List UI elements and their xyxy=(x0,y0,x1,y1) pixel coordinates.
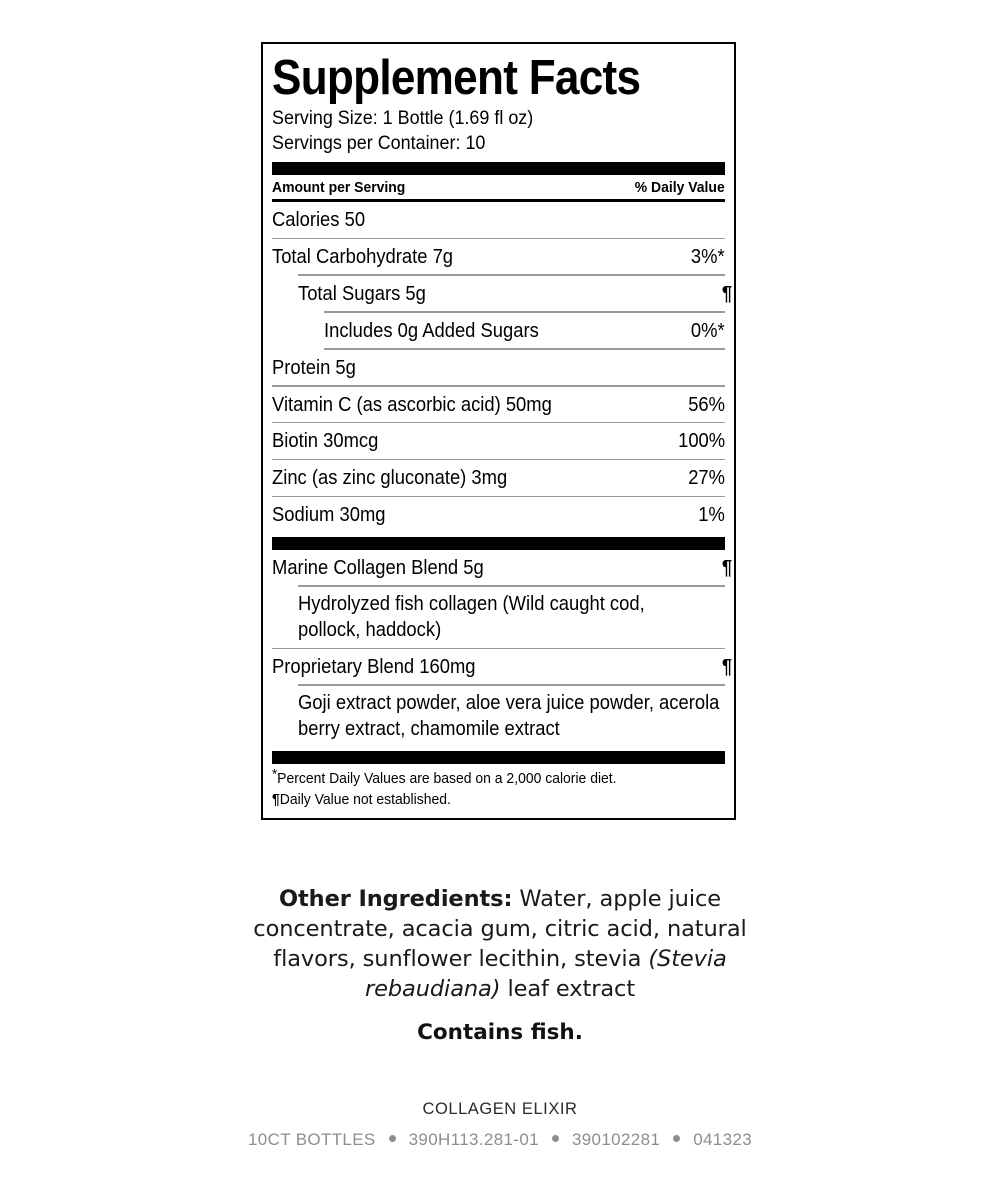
daily-value-label: % Daily Value xyxy=(635,179,725,197)
blend-ingredients xyxy=(272,587,725,648)
servings-per-container-text: Servings per Container: 10 xyxy=(272,131,486,154)
serving-size-text: Serving Size: 1 Bottle (1.69 fl oz) xyxy=(272,107,534,130)
footnotes xyxy=(272,764,725,811)
blend-row xyxy=(272,550,732,649)
thick-divider-top xyxy=(272,162,725,175)
product-code: 10CT BOTTLES xyxy=(247,1130,376,1149)
nutrient-row xyxy=(272,497,725,532)
nutrient-row xyxy=(272,387,725,424)
blend-ingredients-line: pollock, haddock) xyxy=(298,618,442,641)
allergen-statement: Contains fish. xyxy=(417,1020,583,1045)
product-codes xyxy=(150,1130,850,1150)
nutrient-row xyxy=(272,239,725,276)
amount-per-serving-label: Amount per Serving xyxy=(272,179,406,197)
supplement-facts-panel xyxy=(261,42,736,820)
footnote-text: Percent Daily Values are based on a 2,000 calorie diet. xyxy=(277,769,617,787)
product-code: 390102281 xyxy=(571,1130,661,1149)
nutrient-daily-value: 3%* xyxy=(691,246,725,269)
nutrient-row xyxy=(272,202,725,239)
other-ingredients-label: Other Ingredients: xyxy=(278,886,513,912)
other-ingredients-block xyxy=(240,884,760,1005)
nutrient-daily-value: 1% xyxy=(698,504,725,527)
nutrient-daily-value: 100% xyxy=(677,430,725,453)
other-ingredients-line3: natural flavors, sunflower lecithin, stevia xyxy=(273,916,747,973)
nutrient-name: Total Carbohydrate 7g xyxy=(272,246,454,269)
footnote-text: Daily Value not established. xyxy=(279,791,451,809)
nutrient-row xyxy=(272,423,725,460)
thick-divider-footnotes xyxy=(272,751,725,764)
footnote xyxy=(272,789,693,810)
other-ingredients-line4: leaf extract xyxy=(500,976,636,1003)
nutrient-name: Sodium 30mg xyxy=(272,504,386,527)
nutrient-name: Protein 5g xyxy=(272,356,356,379)
nutrient-name: Vitamin C (as ascorbic acid) 50mg xyxy=(272,393,552,416)
nutrient-name: Includes 0g Added Sugars xyxy=(324,319,539,342)
blend-name: Marine Collagen Blend 5g xyxy=(272,556,484,579)
nutrient-row xyxy=(272,276,732,313)
footnote-marker: * xyxy=(272,766,278,783)
product-code: 041323 xyxy=(693,1130,753,1149)
footnote-marker: ¶ xyxy=(272,791,280,809)
other-ingredients-line2: concentrate, acacia gum, citric acid, xyxy=(253,916,660,943)
blend-ingredients-line: berry extract, chamomile extract xyxy=(298,717,560,740)
bullet-separator-icon xyxy=(552,1135,559,1142)
blend-daily-value: ¶ xyxy=(721,556,732,579)
bullet-separator-icon xyxy=(673,1135,680,1142)
footnote xyxy=(272,768,693,789)
blend-ingredients-line: Hydrolyzed fish collagen (Wild caught cod, xyxy=(298,592,645,615)
nutrient-daily-value: ¶ xyxy=(721,282,732,305)
nutrient-rows xyxy=(272,202,732,533)
blend-rows xyxy=(272,550,732,747)
nutrient-daily-value: 0%* xyxy=(691,319,725,342)
blend-ingredients-line: Goji extract powder, aloe vera juice powder, acerola xyxy=(298,691,720,714)
other-ingredients-botanical-name: (Stevia rebaudiana) xyxy=(364,946,727,1003)
nutrient-row xyxy=(272,313,725,350)
product-code: 390H113.281-01 xyxy=(408,1130,539,1149)
blend-daily-value: ¶ xyxy=(721,656,732,679)
nutrient-name: Zinc (as zinc gluconate) 3mg xyxy=(272,467,508,490)
nutrient-row xyxy=(272,350,725,387)
blend-ingredients xyxy=(272,686,725,747)
bullet-separator-icon xyxy=(389,1135,396,1142)
product-name: COLLAGEN ELIXIR xyxy=(422,1100,578,1118)
nutrient-row xyxy=(272,460,725,497)
nutrient-name: Total Sugars 5g xyxy=(298,282,426,305)
nutrient-name: Biotin 30mcg xyxy=(272,430,379,453)
nutrient-daily-value: 56% xyxy=(688,393,725,416)
panel-title: Supplement Facts xyxy=(272,51,641,105)
nutrient-daily-value: 27% xyxy=(688,467,725,490)
blend-name: Proprietary Blend 160mg xyxy=(272,656,476,679)
column-headers xyxy=(272,175,725,199)
thick-divider-blends xyxy=(272,537,725,550)
other-ingredients-line1: Water, apple juice xyxy=(512,886,722,912)
blend-row xyxy=(272,649,732,747)
nutrient-name: Calories 50 xyxy=(272,209,366,232)
